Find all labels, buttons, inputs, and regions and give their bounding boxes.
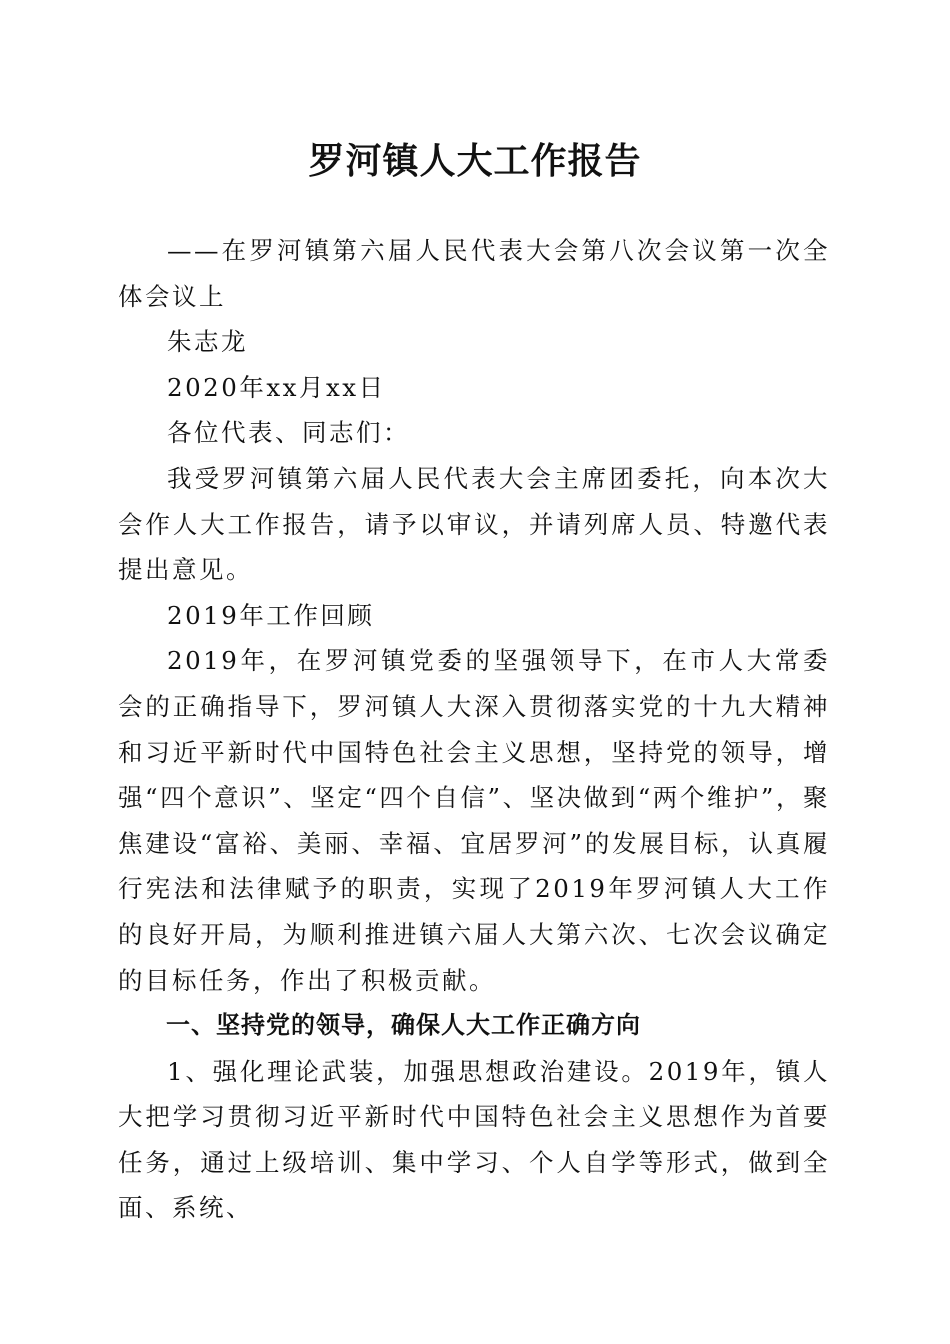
- salutation: 各位代表、同志们：: [167, 418, 410, 448]
- document-title: 罗河镇人大工作报告: [308, 140, 642, 182]
- subtitle: ——在罗河镇第六届人民代表大会第八次会议第一次全体会议上: [118, 236, 830, 311]
- review-paragraph: 2019年，在罗河镇党委的坚强领导下，在市人大常委会的正确指导下，罗河镇人大深入贯彻落实党的十九大精神和习近平新时代中国特色社会主义思想，坚持党的领导，增强“四个意识”、坚定“四个自信”、坚决做到“两个维护”，聚焦建设“富裕、美丽、幸福、宜居罗河”的发展目标，认真履行宪法和法律赋予的职责，实现了2019年罗河镇人大工作的良好开局，为顺利推进镇六届人大第六次、七次会议确定的目标任务，作出了积极贡献。: [118, 646, 830, 995]
- document-body: [118, 228, 830, 1231]
- heading-1: 一、坚持党的领导，确保人大工作正确方向: [166, 1011, 641, 1040]
- author: 朱志龙: [167, 327, 248, 357]
- item-1-paragraph: 1、强化理论武装，加强思想政治建设。2019年，镇人大把学习贯彻习近平新时代中国特色社会主义思想作为首要任务，通过上级培训、集中学习、个人自学等形式，做到全面、系统、: [118, 1056, 830, 1223]
- section-review-title: 2019年工作回顾: [167, 600, 375, 630]
- date: 2020年xx月xx日: [167, 372, 386, 402]
- intro-paragraph: 我受罗河镇第六届人民代表大会主席团委托，向本次大会作人大工作报告，请予以审议，并请列席人员、特邀代表提出意见。: [118, 463, 830, 585]
